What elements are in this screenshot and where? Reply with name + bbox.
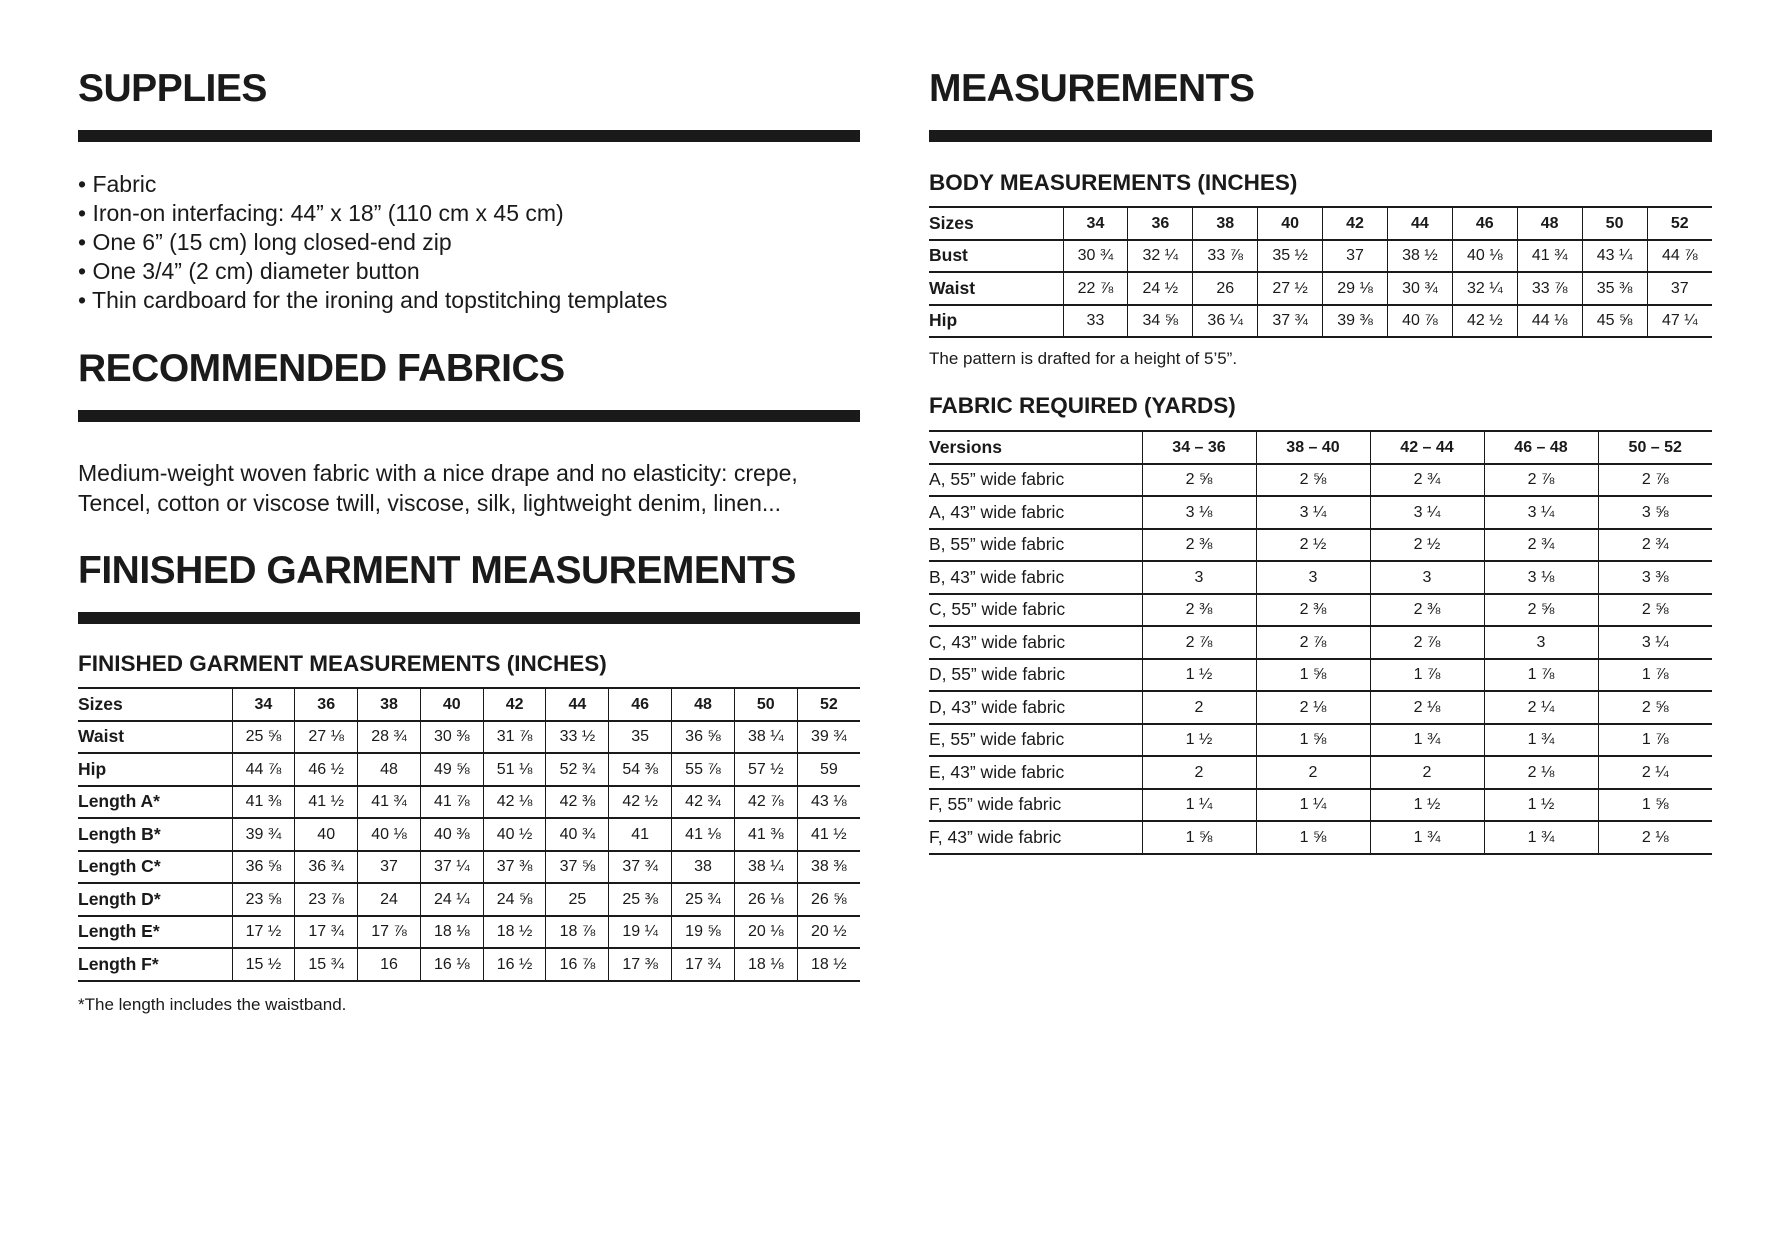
value-cell: 2 ⅛ bbox=[1370, 691, 1484, 724]
value-cell: 25 ⅝ bbox=[232, 721, 295, 754]
row-label-cell: Length C* bbox=[78, 851, 232, 884]
value-cell: 25 ⅜ bbox=[609, 883, 672, 916]
header-size-cell: 44 bbox=[1387, 207, 1452, 240]
table-header-row bbox=[929, 207, 1712, 240]
value-cell: 1 ½ bbox=[1484, 789, 1598, 822]
value-cell: 40 ¾ bbox=[546, 818, 609, 851]
table-row bbox=[929, 789, 1712, 822]
value-cell: 44 ⅞ bbox=[232, 753, 295, 786]
value-cell: 1 ¾ bbox=[1370, 724, 1484, 757]
value-cell: 41 ½ bbox=[797, 818, 860, 851]
body-measurements-section bbox=[929, 168, 1712, 370]
value-cell: 45 ⅝ bbox=[1582, 305, 1647, 338]
value-cell: 39 ¾ bbox=[232, 818, 295, 851]
table-row bbox=[929, 821, 1712, 854]
table-row bbox=[929, 724, 1712, 757]
fabric-required-subheading: FABRIC REQUIRED (YARDS) bbox=[929, 393, 1236, 418]
value-cell: 2 ¾ bbox=[1484, 529, 1598, 562]
value-cell: 55 ⅞ bbox=[672, 753, 735, 786]
value-cell: 16 ½ bbox=[483, 948, 546, 981]
row-label-cell: Length F* bbox=[78, 948, 232, 981]
value-cell: 36 ¼ bbox=[1193, 305, 1258, 338]
value-cell: 25 ¾ bbox=[672, 883, 735, 916]
value-cell: 3 ⅛ bbox=[1142, 496, 1256, 529]
value-cell: 35 bbox=[609, 721, 672, 754]
value-cell: 39 ¾ bbox=[797, 721, 860, 754]
header-size-cell: 42 bbox=[483, 688, 546, 721]
row-label-cell: Hip bbox=[78, 753, 232, 786]
supplies-list bbox=[78, 170, 860, 315]
supplies-section bbox=[78, 62, 860, 315]
value-cell: 38 ¼ bbox=[734, 721, 797, 754]
value-cell: 37 ¾ bbox=[609, 851, 672, 884]
value-cell: 1 ¼ bbox=[1256, 789, 1370, 822]
value-cell: 49 ⅝ bbox=[420, 753, 483, 786]
value-cell: 18 ½ bbox=[797, 948, 860, 981]
value-cell: 2 ⅛ bbox=[1256, 691, 1370, 724]
value-cell: 2 ⅜ bbox=[1370, 594, 1484, 627]
table-row bbox=[929, 594, 1712, 627]
value-cell: 41 bbox=[609, 818, 672, 851]
value-cell: 1 ¾ bbox=[1484, 821, 1598, 854]
value-cell: 2 bbox=[1256, 756, 1370, 789]
row-label-cell: Waist bbox=[929, 272, 1063, 305]
header-size-cell: 46 bbox=[1452, 207, 1517, 240]
value-cell: 20 ⅛ bbox=[734, 916, 797, 949]
value-cell: 25 bbox=[546, 883, 609, 916]
value-cell: 2 ⅜ bbox=[1256, 594, 1370, 627]
value-cell: 17 ¾ bbox=[295, 916, 358, 949]
value-cell: 15 ¾ bbox=[295, 948, 358, 981]
body-measurements-table bbox=[929, 206, 1712, 338]
table-header-row bbox=[929, 431, 1712, 464]
value-cell: 2 ⅞ bbox=[1142, 626, 1256, 659]
value-cell: 3 ¼ bbox=[1598, 626, 1712, 659]
value-cell: 2 ⅝ bbox=[1256, 464, 1370, 497]
table-row bbox=[78, 851, 860, 884]
value-cell: 1 ⅞ bbox=[1370, 659, 1484, 692]
fabric-required-table bbox=[929, 430, 1712, 855]
table-header-row bbox=[78, 688, 860, 721]
value-cell: 2 ⅞ bbox=[1256, 626, 1370, 659]
value-cell: 43 ¼ bbox=[1582, 240, 1647, 273]
value-cell: 36 ⅝ bbox=[672, 721, 735, 754]
value-cell: 36 ⅝ bbox=[232, 851, 295, 884]
supplies-rule bbox=[78, 130, 860, 142]
row-label-cell: D, 43” wide fabric bbox=[929, 691, 1142, 724]
table-row bbox=[929, 659, 1712, 692]
header-size-cell: 36 bbox=[295, 688, 358, 721]
recommended-fabrics-rule bbox=[78, 410, 860, 422]
table-row bbox=[929, 691, 1712, 724]
row-label-cell: A, 55” wide fabric bbox=[929, 464, 1142, 497]
value-cell: 1 ½ bbox=[1142, 724, 1256, 757]
value-cell: 1 ⅞ bbox=[1598, 659, 1712, 692]
value-cell: 26 bbox=[1193, 272, 1258, 305]
value-cell: 42 ½ bbox=[1452, 305, 1517, 338]
value-cell: 40 ½ bbox=[483, 818, 546, 851]
value-cell: 27 ⅛ bbox=[295, 721, 358, 754]
value-cell: 40 bbox=[295, 818, 358, 851]
supply-item: • One 3/4” (2 cm) diameter button bbox=[78, 258, 420, 284]
row-label-cell: Bust bbox=[929, 240, 1063, 273]
value-cell: 42 ½ bbox=[609, 786, 672, 819]
value-cell: 16 bbox=[358, 948, 421, 981]
value-cell: 2 ⅛ bbox=[1598, 821, 1712, 854]
value-cell: 17 ½ bbox=[232, 916, 295, 949]
value-cell: 26 ⅝ bbox=[797, 883, 860, 916]
header-size-cell: 50 bbox=[1582, 207, 1647, 240]
table-row bbox=[78, 786, 860, 819]
value-cell: 57 ½ bbox=[734, 753, 797, 786]
value-cell: 41 ⅛ bbox=[672, 818, 735, 851]
value-cell: 31 ⅞ bbox=[483, 721, 546, 754]
row-label-cell: Length B* bbox=[78, 818, 232, 851]
recommended-fabrics-heading: RECOMMENDED FABRICS bbox=[78, 347, 565, 390]
supply-item: • Iron-on interfacing: 44” x 18” (110 cm x 45 cm) bbox=[78, 200, 564, 226]
value-cell: 2 ¾ bbox=[1598, 529, 1712, 562]
value-cell: 3 ⅜ bbox=[1598, 561, 1712, 594]
value-cell: 41 ¾ bbox=[1517, 240, 1582, 273]
value-cell: 3 ¼ bbox=[1484, 496, 1598, 529]
value-cell: 37 bbox=[1323, 240, 1388, 273]
recommended-fabrics-text: Medium-weight woven fabric with a nice drape and no elasticity: crepe, Tencel, cotton or viscose twill, viscose, silk, lightweight denim, linen... bbox=[78, 460, 798, 516]
value-cell: 2 ⅝ bbox=[1484, 594, 1598, 627]
value-cell: 19 ¼ bbox=[609, 916, 672, 949]
value-cell: 3 ¼ bbox=[1256, 496, 1370, 529]
value-cell: 37 ⅝ bbox=[546, 851, 609, 884]
value-cell: 15 ½ bbox=[232, 948, 295, 981]
supply-item: • One 6” (15 cm) long closed-end zip bbox=[78, 229, 452, 255]
row-label-cell: A, 43” wide fabric bbox=[929, 496, 1142, 529]
value-cell: 3 ¼ bbox=[1370, 496, 1484, 529]
value-cell: 16 ⅞ bbox=[546, 948, 609, 981]
value-cell: 33 ⅞ bbox=[1517, 272, 1582, 305]
value-cell: 16 ⅛ bbox=[420, 948, 483, 981]
value-cell: 3 ⅝ bbox=[1598, 496, 1712, 529]
value-cell: 24 ¼ bbox=[420, 883, 483, 916]
value-cell: 26 ⅛ bbox=[734, 883, 797, 916]
value-cell: 17 ⅞ bbox=[358, 916, 421, 949]
header-size-cell: 52 bbox=[1647, 207, 1712, 240]
row-label-cell: E, 43” wide fabric bbox=[929, 756, 1142, 789]
value-cell: 2 bbox=[1370, 756, 1484, 789]
value-cell: 41 ⅜ bbox=[232, 786, 295, 819]
value-cell: 40 ⅛ bbox=[1452, 240, 1517, 273]
value-cell: 44 ⅛ bbox=[1517, 305, 1582, 338]
value-cell: 37 ¼ bbox=[420, 851, 483, 884]
value-cell: 52 ¾ bbox=[546, 753, 609, 786]
header-size-cell: 46 bbox=[609, 688, 672, 721]
value-cell: 34 ⅝ bbox=[1128, 305, 1193, 338]
header-size-cell: 42 – 44 bbox=[1370, 431, 1484, 464]
finished-garment-table bbox=[78, 687, 860, 982]
table-row bbox=[78, 721, 860, 754]
header-size-cell: 44 bbox=[546, 688, 609, 721]
supplies-heading: SUPPLIES bbox=[78, 67, 267, 110]
value-cell: 35 ½ bbox=[1258, 240, 1323, 273]
header-label-cell: Versions bbox=[929, 431, 1142, 464]
value-cell: 20 ½ bbox=[797, 916, 860, 949]
value-cell: 37 bbox=[358, 851, 421, 884]
value-cell: 3 ⅛ bbox=[1484, 561, 1598, 594]
value-cell: 42 ¾ bbox=[672, 786, 735, 819]
table-row bbox=[929, 496, 1712, 529]
value-cell: 2 ½ bbox=[1256, 529, 1370, 562]
value-cell: 37 ¾ bbox=[1258, 305, 1323, 338]
value-cell: 42 ⅛ bbox=[483, 786, 546, 819]
value-cell: 1 ¾ bbox=[1370, 821, 1484, 854]
value-cell: 18 ⅛ bbox=[420, 916, 483, 949]
value-cell: 3 bbox=[1142, 561, 1256, 594]
value-cell: 24 ⅝ bbox=[483, 883, 546, 916]
table-row bbox=[929, 756, 1712, 789]
row-label-cell: Waist bbox=[78, 721, 232, 754]
finished-garment-heading: FINISHED GARMENT MEASUREMENTS bbox=[78, 549, 796, 592]
table-row bbox=[929, 464, 1712, 497]
value-cell: 44 ⅞ bbox=[1647, 240, 1712, 273]
value-cell: 1 ⅝ bbox=[1256, 821, 1370, 854]
value-cell: 18 ½ bbox=[483, 916, 546, 949]
value-cell: 2 ¼ bbox=[1598, 756, 1712, 789]
value-cell: 38 ½ bbox=[1387, 240, 1452, 273]
fabric-required-section bbox=[929, 391, 1712, 855]
finished-garment-section bbox=[78, 544, 860, 1016]
finished-garment-note: *The length includes the waistband. bbox=[78, 994, 347, 1014]
value-cell: 17 ⅜ bbox=[609, 948, 672, 981]
header-size-cell: 34 bbox=[1063, 207, 1128, 240]
header-size-cell: 42 bbox=[1323, 207, 1388, 240]
header-size-cell: 52 bbox=[797, 688, 860, 721]
right-column bbox=[929, 62, 1712, 855]
finished-garment-subheading: FINISHED GARMENT MEASUREMENTS (INCHES) bbox=[78, 651, 607, 676]
row-label-cell: F, 55” wide fabric bbox=[929, 789, 1142, 822]
value-cell: 24 bbox=[358, 883, 421, 916]
value-cell: 3 bbox=[1484, 626, 1598, 659]
header-size-cell: 40 bbox=[1258, 207, 1323, 240]
value-cell: 37 ⅜ bbox=[483, 851, 546, 884]
value-cell: 39 ⅜ bbox=[1323, 305, 1388, 338]
value-cell: 48 bbox=[358, 753, 421, 786]
value-cell: 38 ⅜ bbox=[797, 851, 860, 884]
value-cell: 36 ¾ bbox=[295, 851, 358, 884]
left-column bbox=[78, 62, 860, 1016]
row-label-cell: Hip bbox=[929, 305, 1063, 338]
header-size-cell: 38 bbox=[358, 688, 421, 721]
supply-item: • Fabric bbox=[78, 171, 157, 197]
value-cell: 2 ⅝ bbox=[1142, 464, 1256, 497]
supply-item: • Thin cardboard for the ironing and topstitching templates bbox=[78, 287, 668, 313]
value-cell: 54 ⅜ bbox=[609, 753, 672, 786]
table-row bbox=[929, 305, 1712, 338]
finished-garment-rule bbox=[78, 612, 860, 624]
value-cell: 2 ¼ bbox=[1484, 691, 1598, 724]
table-row bbox=[78, 883, 860, 916]
value-cell: 3 bbox=[1256, 561, 1370, 594]
header-size-cell: 36 bbox=[1128, 207, 1193, 240]
value-cell: 1 ½ bbox=[1142, 659, 1256, 692]
header-size-cell: 40 bbox=[420, 688, 483, 721]
header-size-cell: 48 bbox=[1517, 207, 1582, 240]
value-cell: 1 ¾ bbox=[1484, 724, 1598, 757]
value-cell: 1 ⅝ bbox=[1142, 821, 1256, 854]
value-cell: 51 ⅛ bbox=[483, 753, 546, 786]
header-label-cell: Sizes bbox=[78, 688, 232, 721]
header-size-cell: 50 bbox=[734, 688, 797, 721]
value-cell: 38 bbox=[672, 851, 735, 884]
row-label-cell: B, 55” wide fabric bbox=[929, 529, 1142, 562]
value-cell: 29 ⅛ bbox=[1323, 272, 1388, 305]
value-cell: 33 bbox=[1063, 305, 1128, 338]
value-cell: 32 ¼ bbox=[1128, 240, 1193, 273]
header-size-cell: 50 – 52 bbox=[1598, 431, 1712, 464]
value-cell: 28 ¾ bbox=[358, 721, 421, 754]
value-cell: 42 ⅜ bbox=[546, 786, 609, 819]
value-cell: 1 ⅞ bbox=[1598, 724, 1712, 757]
row-label-cell: B, 43” wide fabric bbox=[929, 561, 1142, 594]
table-row bbox=[929, 240, 1712, 273]
row-label-cell: C, 55” wide fabric bbox=[929, 594, 1142, 627]
header-label-cell: Sizes bbox=[929, 207, 1063, 240]
value-cell: 40 ⅜ bbox=[420, 818, 483, 851]
value-cell: 23 ⅝ bbox=[232, 883, 295, 916]
body-measurements-note: The pattern is drafted for a height of 5’5”. bbox=[929, 349, 1238, 368]
value-cell: 27 ½ bbox=[1258, 272, 1323, 305]
value-cell: 33 ⅞ bbox=[1193, 240, 1258, 273]
table-row bbox=[78, 753, 860, 786]
value-cell: 38 ¼ bbox=[734, 851, 797, 884]
row-label-cell: Length A* bbox=[78, 786, 232, 819]
value-cell: 18 ⅞ bbox=[546, 916, 609, 949]
value-cell: 2 bbox=[1142, 691, 1256, 724]
header-size-cell: 34 bbox=[232, 688, 295, 721]
value-cell: 41 ¾ bbox=[358, 786, 421, 819]
value-cell: 41 ⅜ bbox=[734, 818, 797, 851]
header-size-cell: 34 – 36 bbox=[1142, 431, 1256, 464]
table-row bbox=[929, 561, 1712, 594]
recommended-fabrics-section bbox=[78, 342, 860, 518]
value-cell: 30 ¾ bbox=[1387, 272, 1452, 305]
row-label-cell: E, 55” wide fabric bbox=[929, 724, 1142, 757]
value-cell: 2 ⅞ bbox=[1484, 464, 1598, 497]
header-size-cell: 38 – 40 bbox=[1256, 431, 1370, 464]
value-cell: 33 ½ bbox=[546, 721, 609, 754]
value-cell: 24 ½ bbox=[1128, 272, 1193, 305]
body-measurements-subheading: BODY MEASUREMENTS (INCHES) bbox=[929, 170, 1298, 195]
value-cell: 3 bbox=[1370, 561, 1484, 594]
value-cell: 18 ⅛ bbox=[734, 948, 797, 981]
measurements-rule bbox=[929, 130, 1712, 142]
value-cell: 1 ½ bbox=[1370, 789, 1484, 822]
value-cell: 43 ⅛ bbox=[797, 786, 860, 819]
value-cell: 41 ½ bbox=[295, 786, 358, 819]
row-label-cell: D, 55” wide fabric bbox=[929, 659, 1142, 692]
value-cell: 40 ⅛ bbox=[358, 818, 421, 851]
row-label-cell: F, 43” wide fabric bbox=[929, 821, 1142, 854]
value-cell: 1 ⅝ bbox=[1256, 659, 1370, 692]
value-cell: 1 ⅝ bbox=[1256, 724, 1370, 757]
table-row bbox=[929, 272, 1712, 305]
header-size-cell: 46 – 48 bbox=[1484, 431, 1598, 464]
value-cell: 47 ¼ bbox=[1647, 305, 1712, 338]
value-cell: 42 ⅞ bbox=[734, 786, 797, 819]
value-cell: 30 ¾ bbox=[1063, 240, 1128, 273]
table-row bbox=[78, 818, 860, 851]
value-cell: 2 ⅝ bbox=[1598, 691, 1712, 724]
value-cell: 19 ⅝ bbox=[672, 916, 735, 949]
value-cell: 41 ⅞ bbox=[420, 786, 483, 819]
header-size-cell: 48 bbox=[672, 688, 735, 721]
table-row bbox=[929, 529, 1712, 562]
value-cell: 35 ⅜ bbox=[1582, 272, 1647, 305]
header-size-cell: 38 bbox=[1193, 207, 1258, 240]
value-cell: 37 bbox=[1647, 272, 1712, 305]
table-row bbox=[929, 626, 1712, 659]
value-cell: 2 ⅞ bbox=[1598, 464, 1712, 497]
value-cell: 22 ⅞ bbox=[1063, 272, 1128, 305]
value-cell: 1 ¼ bbox=[1142, 789, 1256, 822]
value-cell: 2 ⅛ bbox=[1484, 756, 1598, 789]
value-cell: 2 ⅝ bbox=[1598, 594, 1712, 627]
row-label-cell: C, 43” wide fabric bbox=[929, 626, 1142, 659]
value-cell: 2 ½ bbox=[1370, 529, 1484, 562]
table-row bbox=[78, 916, 860, 949]
value-cell: 30 ⅜ bbox=[420, 721, 483, 754]
row-label-cell: Length D* bbox=[78, 883, 232, 916]
value-cell: 1 ⅝ bbox=[1598, 789, 1712, 822]
row-label-cell: Length E* bbox=[78, 916, 232, 949]
value-cell: 32 ¼ bbox=[1452, 272, 1517, 305]
value-cell: 2 ⅜ bbox=[1142, 594, 1256, 627]
value-cell: 1 ⅞ bbox=[1484, 659, 1598, 692]
value-cell: 2 ⅜ bbox=[1142, 529, 1256, 562]
measurements-heading: MEASUREMENTS bbox=[929, 67, 1255, 110]
value-cell: 17 ¾ bbox=[672, 948, 735, 981]
value-cell: 40 ⅞ bbox=[1387, 305, 1452, 338]
value-cell: 59 bbox=[797, 753, 860, 786]
value-cell: 2 ⅞ bbox=[1370, 626, 1484, 659]
value-cell: 2 bbox=[1142, 756, 1256, 789]
value-cell: 23 ⅞ bbox=[295, 883, 358, 916]
value-cell: 2 ¾ bbox=[1370, 464, 1484, 497]
value-cell: 46 ½ bbox=[295, 753, 358, 786]
table-row bbox=[78, 948, 860, 981]
